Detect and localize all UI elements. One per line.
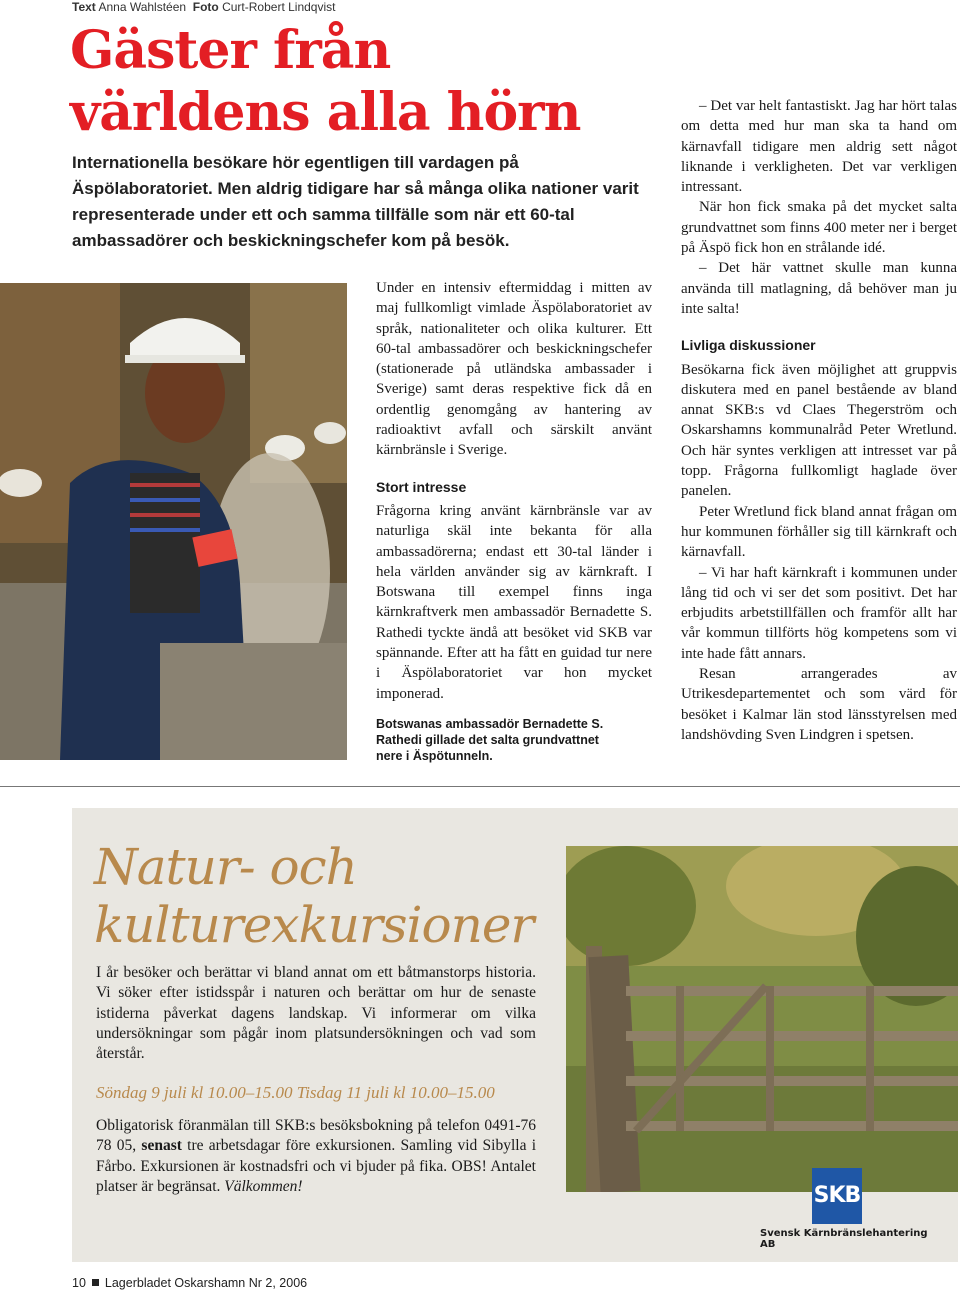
subheading: Livliga diskussioner [681, 337, 816, 354]
excursion-title-line-1: Natur- och [94, 838, 357, 896]
paragraph: I år besöker och berättar vi bland annat om ett båtmanstorps historia. Vi söker efter istidsspår i naturen och berättar om hur de senaste istiderna påverkat dagens landskap. Vi informerar om vilka undersökningar som pågår inom platsundersökningen och vad som återstår. [96, 964, 536, 1063]
paragraph: Besökarna fick även möjlighet att gruppvis diskutera med en panel bestående av bland annat SKB:s vd Claes Thegerström och Oskarshamns kommunalråd Peter Wretlund. Och här syntes verkligen att intresset var på topp. Frågorna fullkomligt haglade över panelen. [681, 361, 957, 500]
excursion-title-line-2: kulturexkursioner [94, 896, 534, 954]
section-divider [0, 786, 960, 787]
page-number: 10 [72, 1276, 86, 1290]
text-credit-name: Anna Wahlstéen [98, 0, 187, 14]
square-bullet-icon [92, 1279, 99, 1286]
excursion-title [94, 838, 564, 954]
text-credit-label: Text [72, 0, 96, 14]
excursion-dates: Söndag 9 juli kl 10.00–15.00 Tisdag 11 juli kl 10.00–15.00 [96, 1083, 495, 1102]
ambassador-photo [0, 283, 347, 760]
publication-name: Lagerbladet Oskarshamn Nr 2, 2006 [104, 1276, 308, 1290]
paragraph: Resan arrangerades av Utrikesdepartementet och som värd för besöket i Kalmar län stod länsstyrelsen med landshövding Sven Lindgren i spetsen. [681, 666, 957, 743]
byline [72, 0, 335, 14]
paragraph: Peter Wretlund fick bland annat frågan om hur kommunen förhåller sig till kärnkraft och kärnavfall. [681, 503, 957, 561]
gate-photo-illustration [566, 846, 958, 1192]
gate-photo [566, 846, 958, 1192]
paragraph: – Vi har haft kärnkraft i kommunen under lång tid och vi ser det som positivt. Det har erbjudits arbetstillfällen och framför allt har vår kommun tillförts hög kompetens som vi inte hade fått annars. [681, 564, 957, 662]
photo-credit-name: Curt-Robert Lindqvist [222, 0, 336, 14]
paragraph: När hon fick smaka på det mycket salta grundvattnet som finns 400 meter ner i berget på Äspö fick hon en strålande idé. [681, 199, 957, 257]
skb-logo-name: Svensk Kärnbränslehantering AB [760, 1228, 928, 1250]
excursion-booking-info [96, 1116, 536, 1197]
photo-caption: Botswanas ambassadör Bernadette S. Rathedi gillade det salta grundvattnet nere i Äspötunneln. [376, 717, 604, 763]
headline-line-1: Gäster från [70, 20, 391, 81]
skb-logo: SKB [812, 1168, 862, 1224]
headline [70, 20, 650, 144]
photo-credit-label: Foto [192, 0, 219, 14]
booking-text: Obligatorisk föranmälan till SKB:s besöksbokning på telefon 0491-76 78 05, [96, 1117, 536, 1155]
article-column-2 [376, 278, 652, 704]
paragraph: – Det var helt fantastiskt. Jag har hört talas om detta med hur man ska ta hand om kärnavfall tidigare men aldrig sett något liknande i verkligheten. Det var verkligen intressant. [681, 98, 957, 196]
welcome-text: Välkommen! [224, 1177, 303, 1195]
paragraph: Under en intensiv eftermiddag i mitten av maj fullkomligt vimlade Äspölaboratoriet av språk, nationaliteter och olika kulturer. Ett 60-tal ambassadörer och beskickningschefer (stationerade på utländska ambassader i Sverige) samt deras respektive fick då en ordentlig genomgång av hantering av radioaktivt avfall och särskilt använt kärnbränsle i Sverige. [376, 280, 652, 459]
headline-line-2: världens alla hörn [70, 82, 581, 143]
article-column-3 [681, 96, 957, 745]
excursion-description [96, 963, 536, 1064]
paragraph: – Det här vattnet skulle man kunna använda till matlagning, då behöver man ju inte salta! [681, 260, 957, 317]
booking-emphasis: senast [141, 1137, 182, 1155]
paragraph: Frågorna kring använt kärnbränsle var av naturliga skäl inte bekanta för alla ambassadörerna; endast ett 30-tal länder i hela världen använder sig av kärnkraft. I Botswana till exempel finns inga kärnkraftverk men ambassadör Bernadette S. Rathedi tyckte ändå att besöket vid SKB var spännande. Efter att ha fått en guidad tur nere i Äspölaboratoriet var hon mycket imponerad. [376, 502, 652, 702]
page-footer [72, 1276, 307, 1290]
booking-text-continued: tre arbetsdagar före exkursionen. Samling vid Sibylla i Fårbo. Exkursionen är kostnadsfri och vi bjuder på fika. OBS! Antalet platser är begränsat. [96, 1137, 537, 1195]
subheading: Stort intresse [376, 478, 467, 495]
ingress: Internationella besökare hör egentligen till vardagen på Äspölaboratoriet. Men aldrig tidigare har så många olika nationer varit representerade under ett och samma tillfälle som när ett 60-tal ambassadörer och beskickningschefer kom på besök. [72, 153, 639, 250]
ambassador-photo-illustration [0, 283, 347, 760]
